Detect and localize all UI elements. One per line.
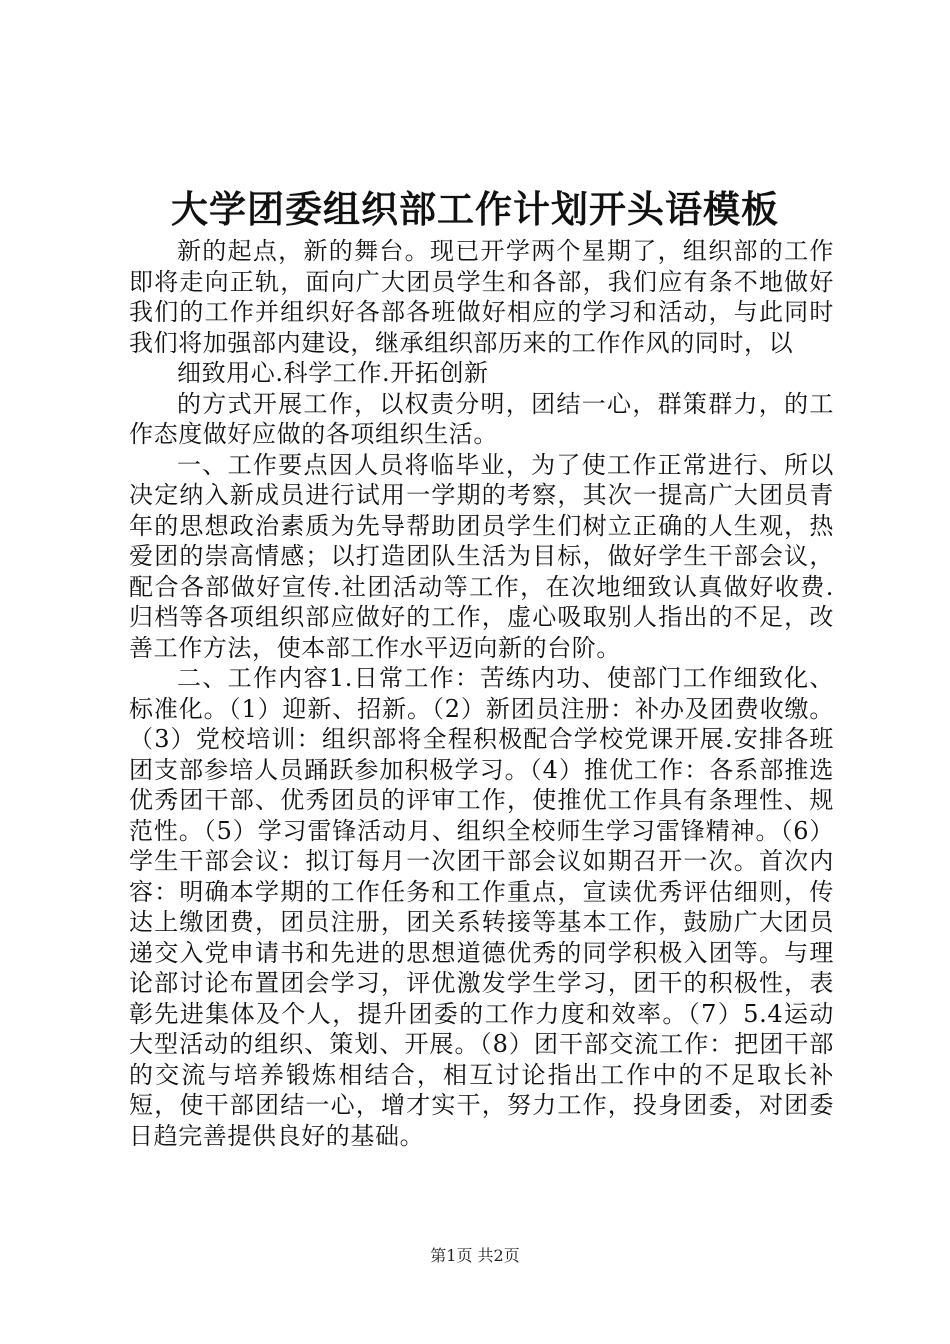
paragraph-work-content: 二、工作内容1.日常工作：苦练内功、使部门工作细致化、标准化。（1）迎新、招新。（2）新团员注册：补办及团费收缴。（3）党校培训：组织部将全程积极配合学校党课开展.安排各班团支部参培人员踊跃参加积极学习。（4）推优工作：各系部推选优秀团干部、优秀团员的评审工作，使推优工作具有条理性、规范性。（5）学习雷锋活动月、组织全校师生学习雷锋精神。（6）学生干部会议：拟订每月一次团干部会议如期召开一次。首次内容：明确本学期的工作任务和工作重点，宣读优秀评估细则，传达上缴团费，团员注册，团关系转接等基本工作，鼓励广大团员递交入党申请书和先进的思想道德优秀的同学积极入团等。与理论部讨论布置团会学习，评优激发学生学习，团干的积极性，表彰先进集体及个人，提升团委的工作力度和效率。（7）5.4运动大型活动的组织、策划、开展。（8）团干部交流工作：把团干部的交流与培养锻炼相结合，相互讨论指出工作中的不足取长补短，使干部团结一心，增才实干，努力工作，投身团委，对团委日趋完善提供良好的基础。 <box>129 664 834 1150</box>
document-title: 大学团委组织部工作计划开头语模板 <box>171 187 779 231</box>
paragraph-motto: 细致用心.科学工作.开拓创新 <box>177 359 489 387</box>
page-footer: 第1页 共2页 <box>430 1246 520 1265</box>
paragraph-intro: 新的起点，新的舞台。现已开学两个星期了，组织部的工作即将走向正轨，面向广大团员学生和各部，我们应有条不地做好我们的工作并组织好各部各班做好相应的学习和活动，与此同时我们将加强部内建设，继承组织部历来的工作作风的同时，以 <box>129 237 834 357</box>
document-body <box>129 236 834 1151</box>
paragraph-work-points: 一、工作要点因人员将临毕业，为了使工作正常进行、所以决定纳入新成员进行试用一学期的考察，其次一提高广大团员青年的思想政治素质为先导帮助团员学生们树立正确的人生观，热爱团的崇高情感；以打造团队生活为目标，做好学生干部会议，配合各部做好宣传.社团活动等工作，在次地细致认真做好收费.归档等各项组织部应做好的工作，虚心吸取别人指出的不足，改善工作方法，使本部工作水平迈向新的台阶。 <box>129 450 834 662</box>
paragraph-approach: 的方式开展工作，以权责分明，团结一心，群策群力，的工作态度做好应做的各项组织生活。 <box>129 389 834 448</box>
